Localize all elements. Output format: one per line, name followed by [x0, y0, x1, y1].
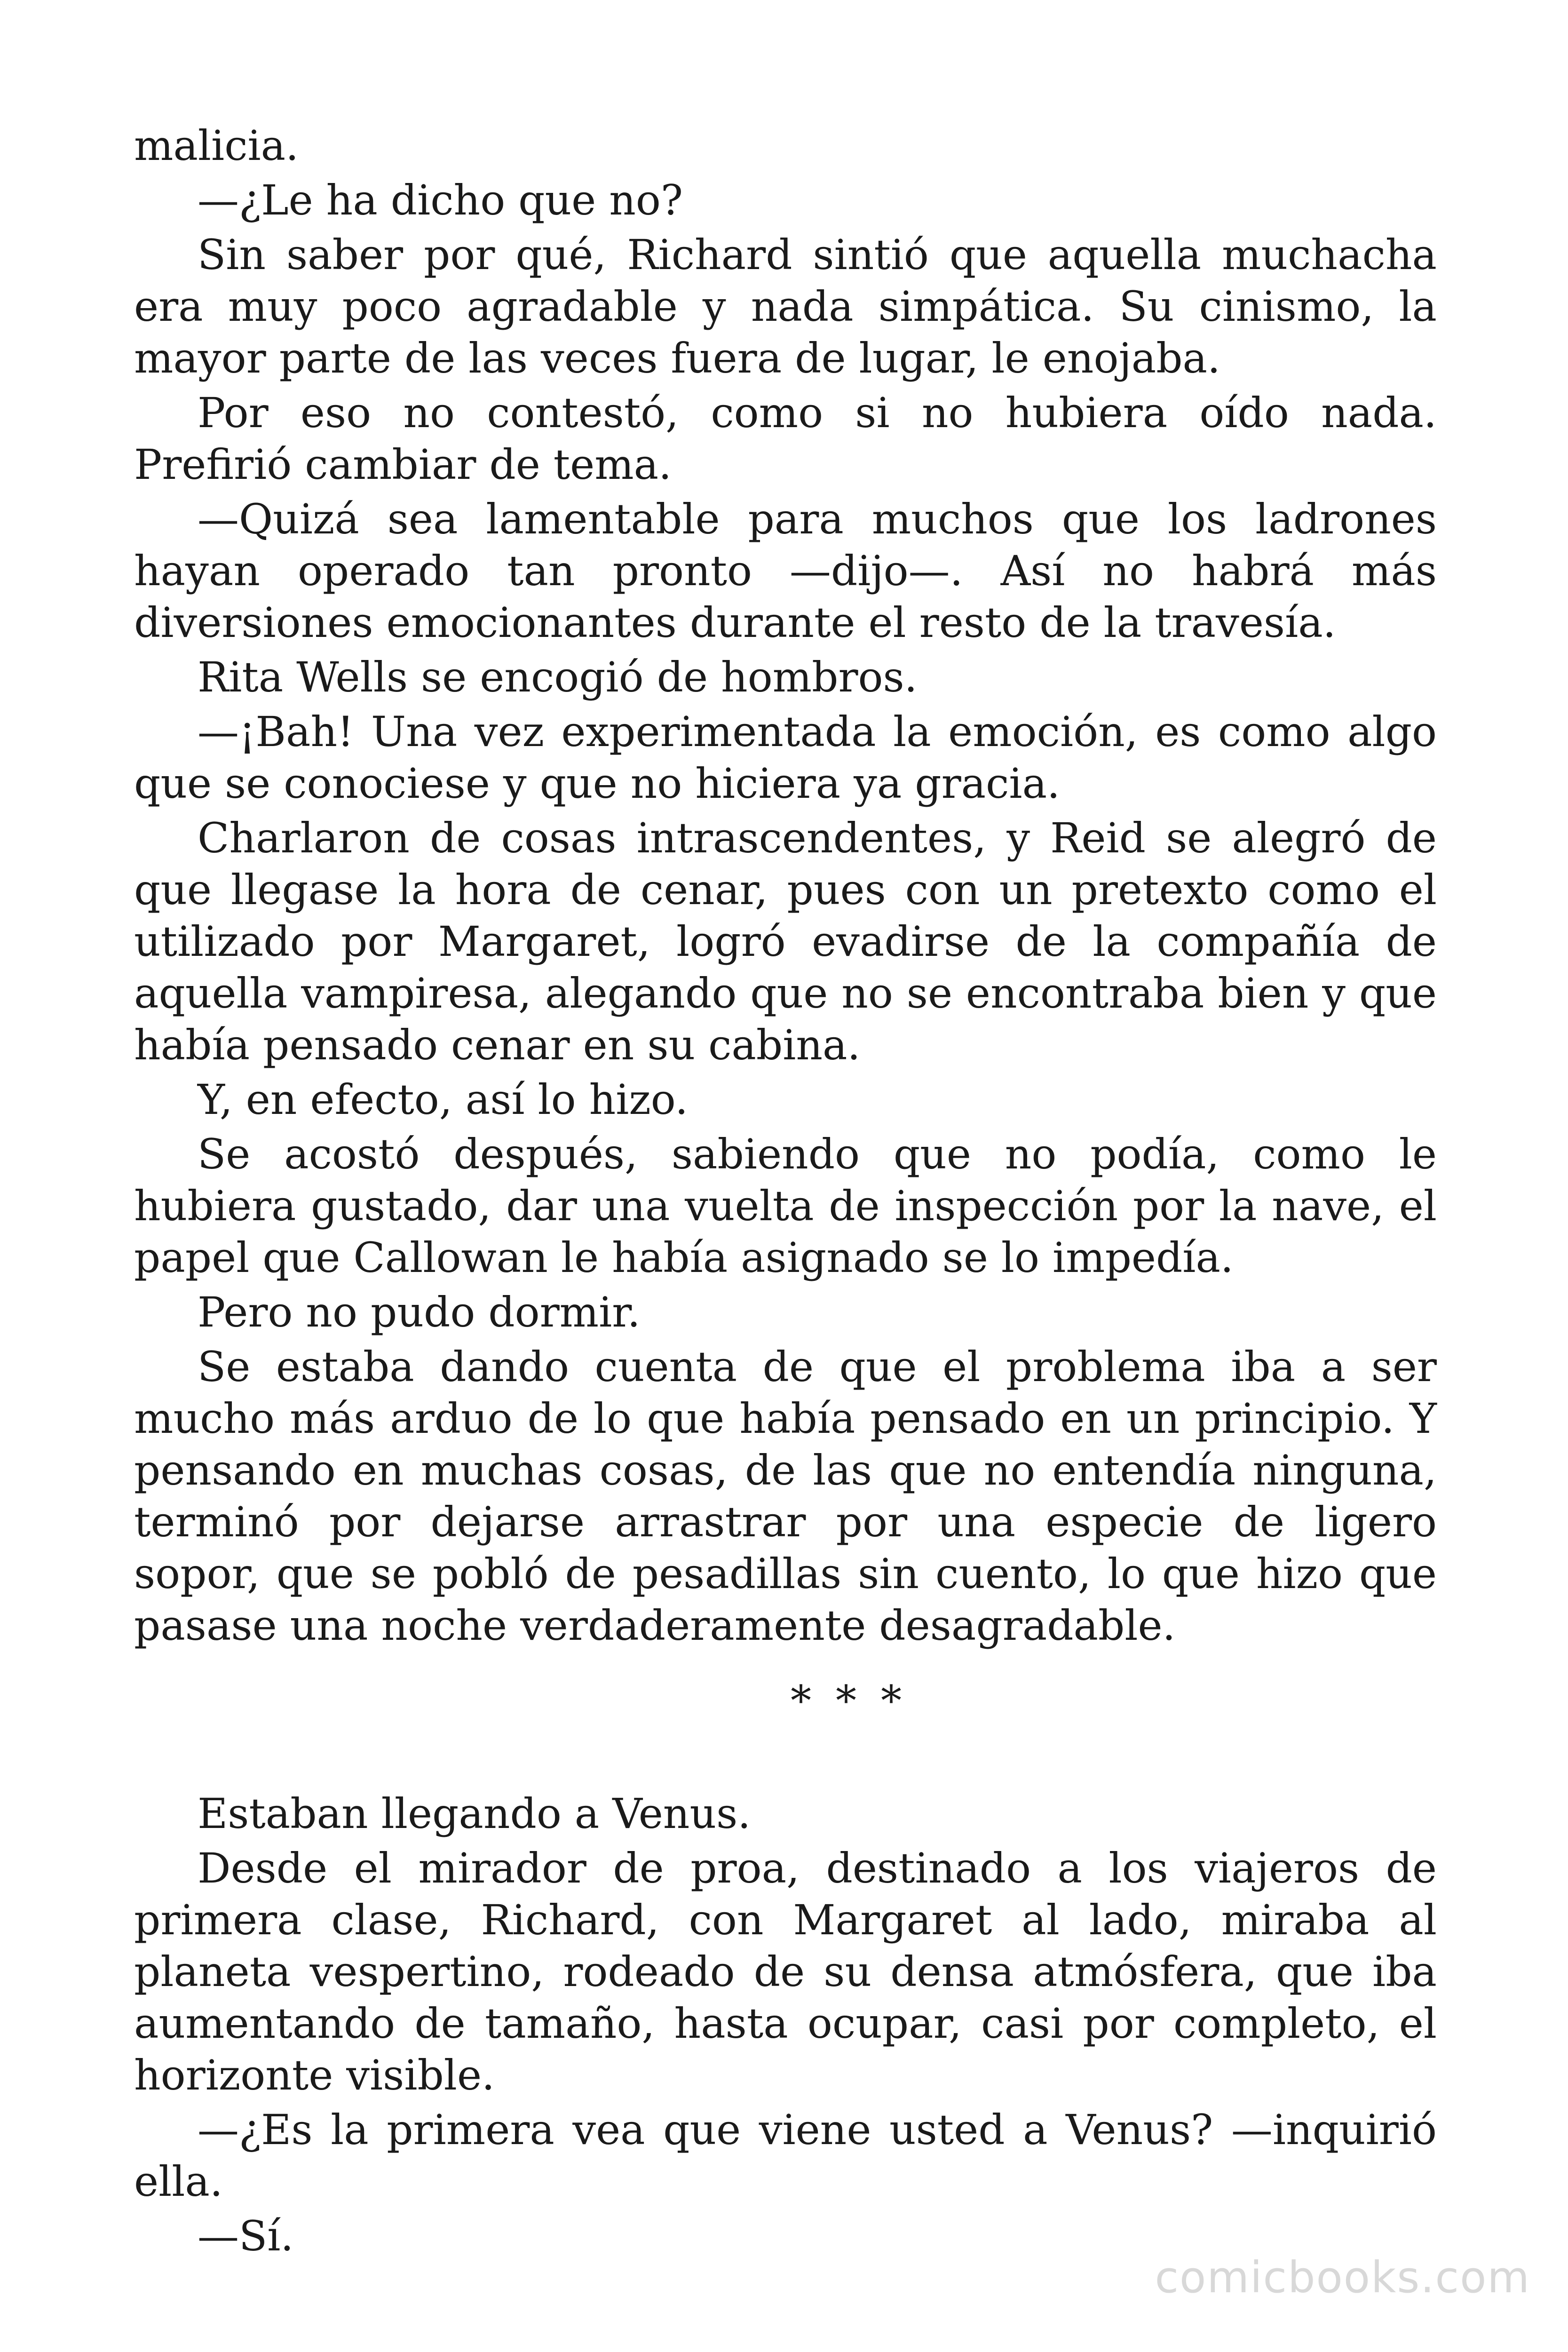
- paragraph: —Quizá sea lamentable para muchos que los ladrones hayan operado tan pronto —dijo—. Así no habrá más diversiones emocionantes durante el resto de la travesía.: [134, 495, 1437, 647]
- paragraph: Rita Wells se encogió de hombros.: [198, 653, 918, 701]
- text-block-after: [134, 1788, 1437, 2262]
- paragraph: Se estaba dando cuenta de que el problema iba a ser mucho más arduo de lo que había pensado en un principio. Y pensando en muchas cosas, de las que no entendía ninguna, terminó por dejarse arrastrar por una especie de ligero sopor, que se pobló de pesadillas sin cuento, lo que hizo que pasase una noche verdaderamente desagradable.: [134, 1343, 1437, 1650]
- paragraph: Desde el mirador de proa, destinado a los viajeros de primera clase, Richard, con Margaret al lado, miraba al planeta vespertino, rodeado de su densa atmósfera, que iba aumentando de tamaño, hasta ocupar, casi por completo, el horizonte visible.: [134, 1844, 1437, 2099]
- paragraph: —¿Es la primera vea que viene usted a Venus? —inquirió ella.: [134, 2106, 1437, 2206]
- page-body: [134, 120, 1437, 2262]
- paragraph: —¿Le ha dicho que no?: [198, 176, 683, 224]
- paragraph: Por eso no contestó, como si no hubiera oído nada. Prefirió cambiar de tema.: [134, 389, 1437, 489]
- paragraph: malicia.: [134, 121, 299, 170]
- paragraph: —Sí.: [198, 2212, 294, 2260]
- watermark: comicbooks.com: [1155, 2252, 1530, 2303]
- text-block-before: [134, 120, 1437, 1652]
- paragraph: Charlaron de cosas intrascendentes, y Reid se alegró de que llegase la hora de cenar, pues con un pretexto como el utilizado por Margaret, logró evadirse de la compañía de aquella vampiresa, alegando que no se encontraba bien y que había pensado cenar en su cabina.: [134, 814, 1437, 1069]
- paragraph: Sin saber por qué, Richard sintió que aquella muchacha era muy poco agradable y nada simpática. Su cinismo, la mayor parte de las veces fuera de lugar, le enojaba.: [134, 230, 1437, 382]
- paragraph: Pero no pudo dormir.: [198, 1288, 641, 1336]
- paragraph: Estaban llegando a Venus.: [198, 1789, 751, 1838]
- scene-separator: * * *: [791, 1677, 907, 1725]
- paragraph: —¡Bah! Una vez experimentada la emoción, es como algo que se conociese y que no hiciera ya gracia.: [134, 707, 1437, 808]
- paragraph: Se acostó después, sabiendo que no podía, como le hubiera gustado, dar una vuelta de inspección por la nave, el papel que Callowan le había asignado se lo impedía.: [134, 1130, 1437, 1282]
- paragraph: Y, en efecto, así lo hizo.: [198, 1075, 689, 1124]
